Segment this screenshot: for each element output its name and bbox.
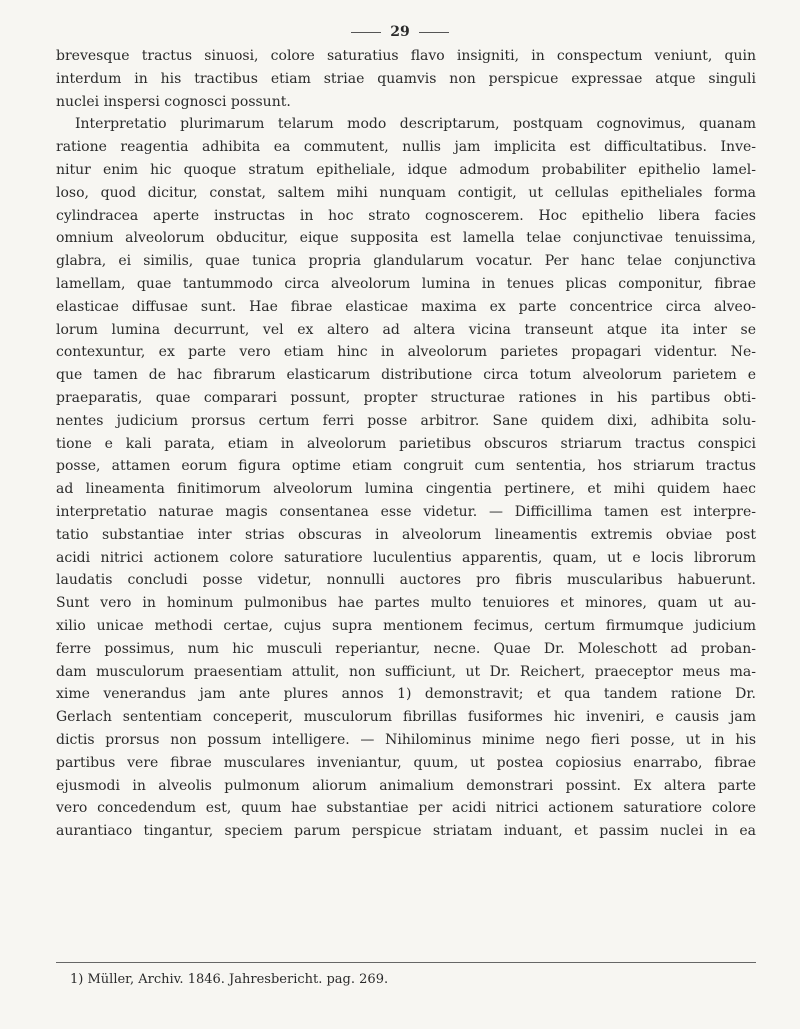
- text-line: praeparatis, quae comparari possunt, propter structurae rationes in his partibus obti-: [56, 389, 756, 406]
- header-dash-right: [419, 32, 449, 33]
- text-line: ejusmodi in alveolis pulmonum aliorum animalium demonstrari possint. Ex altera parte: [56, 777, 756, 794]
- text-line: xime venerandus jam ante plures annos 1) demonstravit; et qua tandem ratione Dr.: [56, 686, 756, 703]
- text-line: laudatis concludi posse videtur, nonnulli auctores pro fibris muscularibus habuerunt.: [56, 572, 756, 589]
- text-line: ratione reagentia adhibita ea commutent, nullis jam implicita est difficultatibus. Inve-: [56, 139, 756, 156]
- text-line: interdum in his tractibus etiam striae quamvis non perspicue expressae atque singuli: [56, 70, 756, 87]
- footnote-rule: [56, 962, 756, 963]
- text-line: lorum lumina decurrunt, vel ex altero ad altera vicina transeunt atque ita inter se: [56, 321, 756, 338]
- page-header: [0, 24, 800, 40]
- text-line: contexuntur, ex parte vero etiam hinc in alveolorum parietes propagari videntur. Ne-: [56, 344, 756, 361]
- text-line: tatio substantiae inter strias obscuras in alveolorum lineamentis extremis obviae post: [56, 526, 756, 543]
- text-line: interpretatio naturae magis consentanea esse videtur. — Difficillima tamen est interpre-: [56, 503, 756, 520]
- text-line: lamellam, quae tantummodo circa alveolorum lumina in tenues plicas componitur, fibrae: [56, 275, 756, 292]
- footnote: 1) Müller, Archiv. 1846. Jahresbericht. pag. 269.: [70, 972, 389, 987]
- text-line: cylindracea aperte instructas in hoc strato cognoscerem. Hoc epithelio libera facies: [56, 207, 756, 224]
- text-line: que tamen de hac fibrarum elasticarum distributione circa totum alveolorum parietem e: [56, 367, 756, 384]
- text-line: Interpretatio plurimarum telarum modo descriptarum, postquam cognovimus, quanam: [75, 116, 756, 133]
- header-dash-left: [351, 32, 381, 33]
- body-text: [56, 45, 756, 843]
- text-line: omnium alveolorum obducitur, eique supposita est lamella telae conjunctivae tenuissima,: [56, 230, 756, 247]
- text-line: ferre possimus, num hic musculi reperiantur, necne. Quae Dr. Moleschott ad proban-: [56, 640, 756, 657]
- text-line: partibus vere fibrae musculares inveniantur, quum, ut postea copiosius enarrabo, fibrae: [56, 754, 756, 771]
- text-line: tione e kali parata, etiam in alveolorum parietibus obscuros striarum tractus conspici: [56, 435, 756, 452]
- text-line: nitur enim hic quoque stratum epitheliale, idque admodum probabiliter epithelio lamel-: [56, 161, 756, 178]
- text-line: ad lineamenta finitimorum alveolorum lumina cingentia pertinere, et mihi quidem haec: [56, 481, 756, 498]
- text-line: xilio unicae methodi certae, cujus supra mentionem fecimus, certum firmumque judicium: [56, 617, 756, 634]
- text-line: dictis prorsus non possum intelligere. — Nihilominus minime nego fieri posse, ut in his: [56, 731, 756, 748]
- text-line: nentes judicium prorsus certum ferri posse arbitror. Sane quidem dixi, adhibita solu-: [56, 412, 756, 429]
- text-line: posse, attamen eorum figura optime etiam congruit cum sententia, hos striarum tractus: [56, 458, 756, 475]
- page-number: 29: [390, 24, 410, 40]
- text-line: brevesque tractus sinuosi, colore saturatius flavo insigniti, in conspectum veniunt, quin: [56, 48, 756, 64]
- text-line: dam musculorum praesentiam attulit, non sufficiunt, ut Dr. Reichert, praeceptor meus ma-: [56, 663, 756, 680]
- text-line: loso, quod dicitur, constat, saltem mihi nunquam contigit, ut cellulas epitheliales forma: [56, 184, 756, 201]
- text-line: aurantiaco tingantur, speciem parum perspicue striatam induant, et passim nuclei in ea: [56, 823, 756, 840]
- text-line: vero concedendum est, quum hae substantiae per acidi nitrici actionem saturatiore colore: [56, 800, 756, 817]
- text-line: Sunt vero in hominum pulmonibus hae partes multo tenuiores et minores, quam ut au-: [56, 595, 756, 612]
- text-line: nuclei inspersi cognosci possunt.: [56, 93, 291, 110]
- text-line: Gerlach sententiam conceperit, musculorum fibrillas fusiformes hic inveniri, e causis jam: [56, 709, 756, 726]
- text-line: elasticae diffusae sunt. Hae fibrae elasticae maxima ex parte concentrice circa alveo-: [56, 298, 756, 315]
- text-line: glabra, ei similis, quae tunica propria glandularum vocatur. Per hanc telae conjunctiva: [56, 253, 756, 270]
- text-line: acidi nitrici actionem colore saturatiore luculentius apparentis, quam, ut e locis librorum: [56, 549, 756, 566]
